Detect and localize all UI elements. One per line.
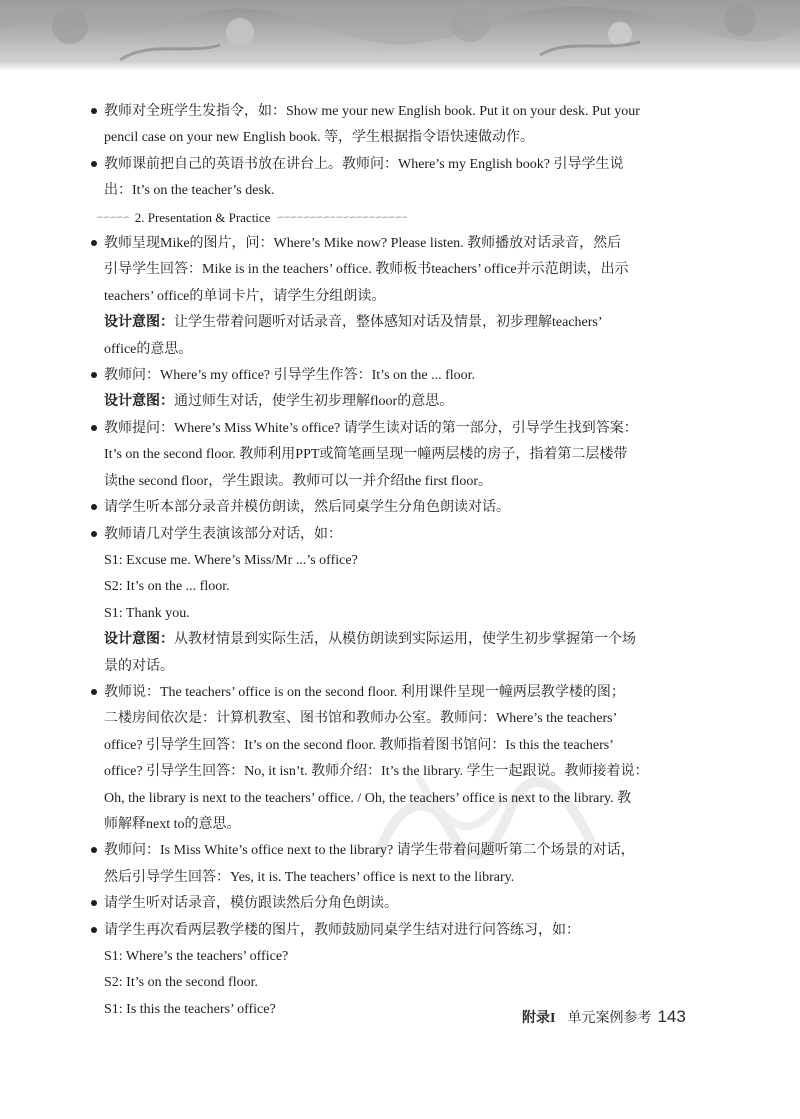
bullet-icon: [91, 108, 97, 114]
bullet-icon: [91, 847, 97, 853]
dialogue-line: S1: Thank you.: [104, 605, 190, 621]
design-intent-label: 设计意图：: [104, 632, 174, 648]
footer-appendix-label: 附录I: [522, 1011, 556, 1026]
page-body: [96, 99, 719, 1023]
text-line: 教师课前把自己的英语书放在讲台上。教师问：Where’s my English book? 引导学生说: [104, 156, 624, 172]
dialogue-line: S2: It’s on the second floor.: [104, 975, 258, 991]
text-line: 景的对话。: [104, 658, 174, 674]
text-line: 请学生听对话录音，模仿跟读然后分角色朗读。: [104, 896, 398, 912]
text-line: It’s on the second floor. 教师利用PPT或简笔画呈现一幢两层楼的房子，指着第二层楼带: [104, 447, 628, 463]
wave-ornament-left: ∽∽∽∽∽: [96, 212, 129, 223]
dialogue-line: S1: Is this the teachers’ office?: [104, 1001, 276, 1017]
text-line: 设计意图：从教材情景到实际生活，从模仿朗读到实际运用，使学生初步掌握第一个场: [104, 632, 636, 648]
text-line: Oh, the library is next to the teachers’ office. / Oh, the teachers’ office is next to the library. 教: [104, 790, 632, 806]
text-line: 教师说：The teachers’ office is on the second floor. 利用课件呈现一幢两层教学楼的图；: [104, 684, 625, 700]
text-line: 教师问：Is Miss White’s office next to the library? 请学生带着问题听第二个场景的对话，: [104, 843, 635, 859]
design-intent-label: 设计意图：: [104, 315, 174, 331]
text-line: 教师问：Where’s my office? 引导学生作答：It’s on the ... floor.: [104, 368, 476, 384]
bullet-icon: [91, 425, 97, 431]
bullet-paragraph: [104, 891, 719, 917]
design-intent: [104, 310, 719, 363]
bullet-paragraph: [104, 918, 719, 944]
design-intent: [104, 627, 719, 680]
dialogue-line: S1: Excuse me. Where’s Miss/Mr ...’s office?: [104, 552, 358, 568]
text-line: 设计意图：通过师生对话，使学生初步理解floor的意思。: [104, 394, 454, 410]
text-line: 二楼房间依次是：计算机教室、图书馆和教师办公室。教师问：Where’s the teachers’: [104, 711, 618, 727]
text-line: 师解释next to的意思。: [104, 816, 241, 832]
text-line: office? 引导学生回答：It’s on the second floor. 教师指着图书馆问：Is this the teachers’: [104, 737, 614, 753]
section-heading: [96, 205, 719, 231]
text-line: 教师提问：Where’s Miss White’s office? 请学生读对话的第一部分，引导学生找到答案：: [104, 420, 638, 436]
design-intent-label: 设计意图：: [104, 394, 174, 410]
header-banner: [0, 0, 800, 72]
text-line: 读the second floor，学生跟读。教师可以一并介绍the first floor。: [104, 473, 493, 489]
bullet-paragraph: [104, 363, 719, 389]
bullet-icon: [91, 161, 97, 167]
bullet-icon: [91, 372, 97, 378]
bullet-icon: [91, 504, 97, 510]
text-line: office? 引导学生回答：No, it isn’t. 教师介绍：It’s the library. 学生一起跟说。教师接着说：: [104, 764, 649, 780]
text-line: 教师呈现Mike的图片，问：Where’s Mike now? Please listen. 教师播放对话录音，然后: [104, 236, 622, 252]
text-line: teachers’ office的单词卡片，请学生分组朗读。: [104, 288, 386, 304]
bullet-icon: [91, 531, 97, 537]
bullet-paragraph: [104, 522, 719, 548]
design-intent: [104, 389, 719, 415]
bullet-paragraph: [104, 416, 719, 495]
bullet-icon: [91, 900, 97, 906]
text-line: pencil case on your new English book. 等，学生根据指令语快速做动作。: [104, 130, 535, 146]
bullet-paragraph: [104, 680, 719, 838]
bullet-paragraph: [104, 99, 719, 152]
footer-section-label: 单元案例参考: [567, 1011, 652, 1026]
bullet-paragraph: [104, 495, 719, 521]
bullet-icon: [91, 240, 97, 246]
dialogue-line: S2: It’s on the ... floor.: [104, 579, 230, 595]
section-title: 2. Presentation & Practice: [134, 209, 271, 225]
text-line: 教师请几对学生表演该部分对话，如：: [104, 526, 342, 542]
bullet-paragraph: [104, 231, 719, 310]
dialogue-line: S1: Where’s the teachers’ office?: [104, 949, 289, 964]
bullet-icon: [91, 689, 97, 695]
text-line: 请学生再次看两层教学楼的图片，教师鼓励同桌学生结对进行问答练习，如：: [104, 922, 580, 938]
text-line: 教师对全班学生发指令，如：Show me your new English book. Put it on your desk. Put your: [104, 104, 640, 119]
wave-ornament-right: ∽∽∽∽∽∽∽∽∽∽∽∽∽∽∽∽∽∽∽∽: [276, 212, 408, 223]
text-line: 出：It’s on the teacher’s desk.: [104, 183, 275, 199]
text-line: 请学生听本部分录音并模仿朗读，然后同桌学生分角色朗读对话。: [104, 500, 510, 516]
page-number: 143: [657, 1007, 686, 1026]
text-line: 设计意图：让学生带着问题听对话录音，整体感知对话及情景，初步理解teachers’: [104, 315, 603, 331]
bullet-icon: [91, 927, 97, 933]
decorative-banner-illustration: [0, 0, 800, 72]
bullet-paragraph: [104, 838, 719, 891]
text-line: office的意思。: [104, 341, 193, 357]
page-footer: [522, 1007, 686, 1027]
bullet-paragraph: [104, 152, 719, 205]
text-line: 引导学生回答：Mike is in the teachers’ office. 教师板书teachers’ office并示范朗读，出示: [104, 262, 629, 278]
text-line: 然后引导学生回答：Yes, it is. The teachers’ office is next to the library.: [104, 869, 515, 885]
